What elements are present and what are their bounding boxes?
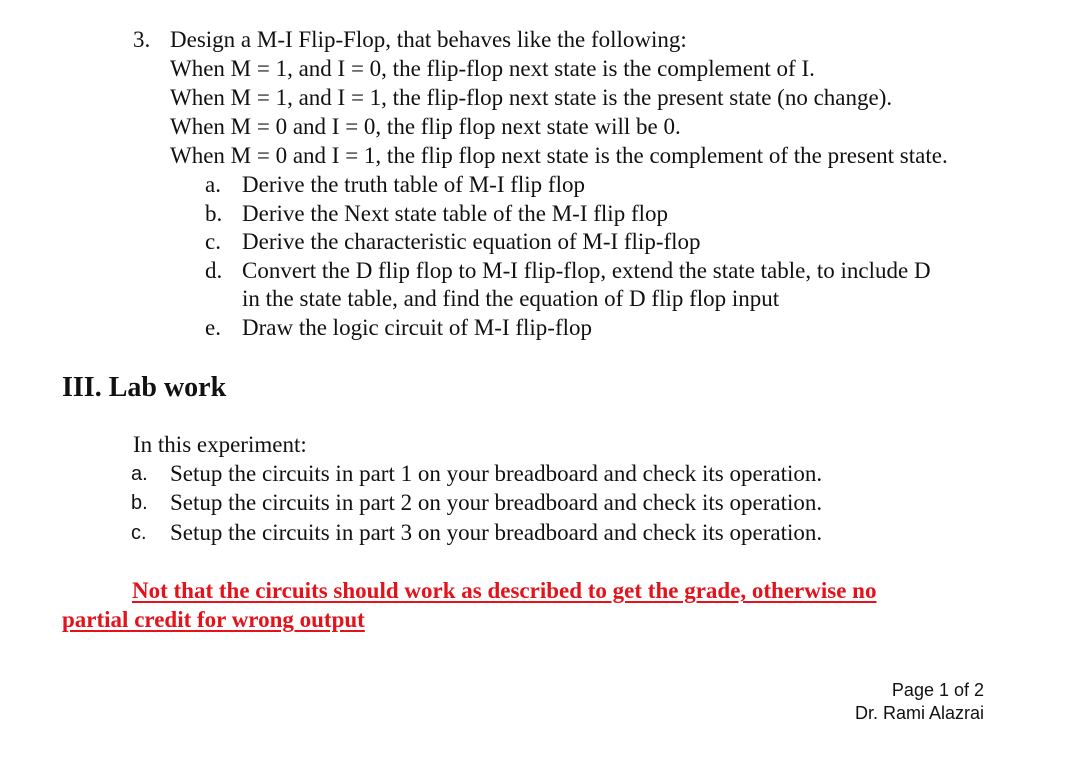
lab-item-marker: b. <box>131 492 148 514</box>
subitem-text-continued: in the state table, and find the equation of D flip flop input <box>242 286 780 311</box>
subitem-text: Draw the logic circuit of M-I flip-flop <box>242 315 592 340</box>
lab-item-text: Setup the circuits in part 3 on your breadboard and check its operation. <box>170 520 823 545</box>
subitem-marker: d. <box>205 258 223 283</box>
lab-intro: In this experiment: <box>133 432 307 457</box>
subitem-text: Derive the characteristic equation of M-I flip-flop <box>242 229 701 254</box>
rule-line: When M = 1, and I = 0, the flip-flop next state is the complement of I. <box>170 56 815 81</box>
lab-item-text: Setup the circuits in part 1 on your breadboard and check its operation. <box>170 461 823 486</box>
rule-line: When M = 1, and I = 1, the flip-flop next state is the present state (no change). <box>170 85 893 110</box>
rule-line: When M = 0 and I = 0, the flip flop next state will be 0. <box>170 114 681 139</box>
section-heading-lab-work: III. Lab work <box>62 372 227 403</box>
grading-note-line-1: Not that the circuits should work as described to get the grade, otherwise no <box>132 578 877 603</box>
question-number: 3. <box>133 27 151 52</box>
subitem-text: Derive the truth table of M-I flip flop <box>242 172 585 197</box>
grading-note-line-2: partial credit for wrong output <box>62 607 365 632</box>
subitem-marker: b. <box>205 201 223 226</box>
subitem-text: Derive the Next state table of the M-I flip flop <box>242 201 668 226</box>
subitem-marker: a. <box>205 172 221 197</box>
author-name: Dr. Rami Alazrai <box>854 703 984 723</box>
subitem-text: Convert the D flip flop to M-I flip-flop, extend the state table, to include D <box>242 258 931 283</box>
lab-item-marker: c. <box>131 522 147 544</box>
rule-line: When M = 0 and I = 1, the flip flop next state is the complement of the present state. <box>170 143 948 168</box>
subitem-marker: e. <box>205 315 221 340</box>
lab-item-marker: a. <box>131 463 148 485</box>
page-number: Page 1 of 2 <box>891 680 984 700</box>
subitem-marker: c. <box>205 229 221 254</box>
question-title: Design a M-I Flip-Flop, that behaves like the following: <box>170 27 687 52</box>
lab-item-text: Setup the circuits in part 2 on your breadboard and check its operation. <box>170 490 823 515</box>
